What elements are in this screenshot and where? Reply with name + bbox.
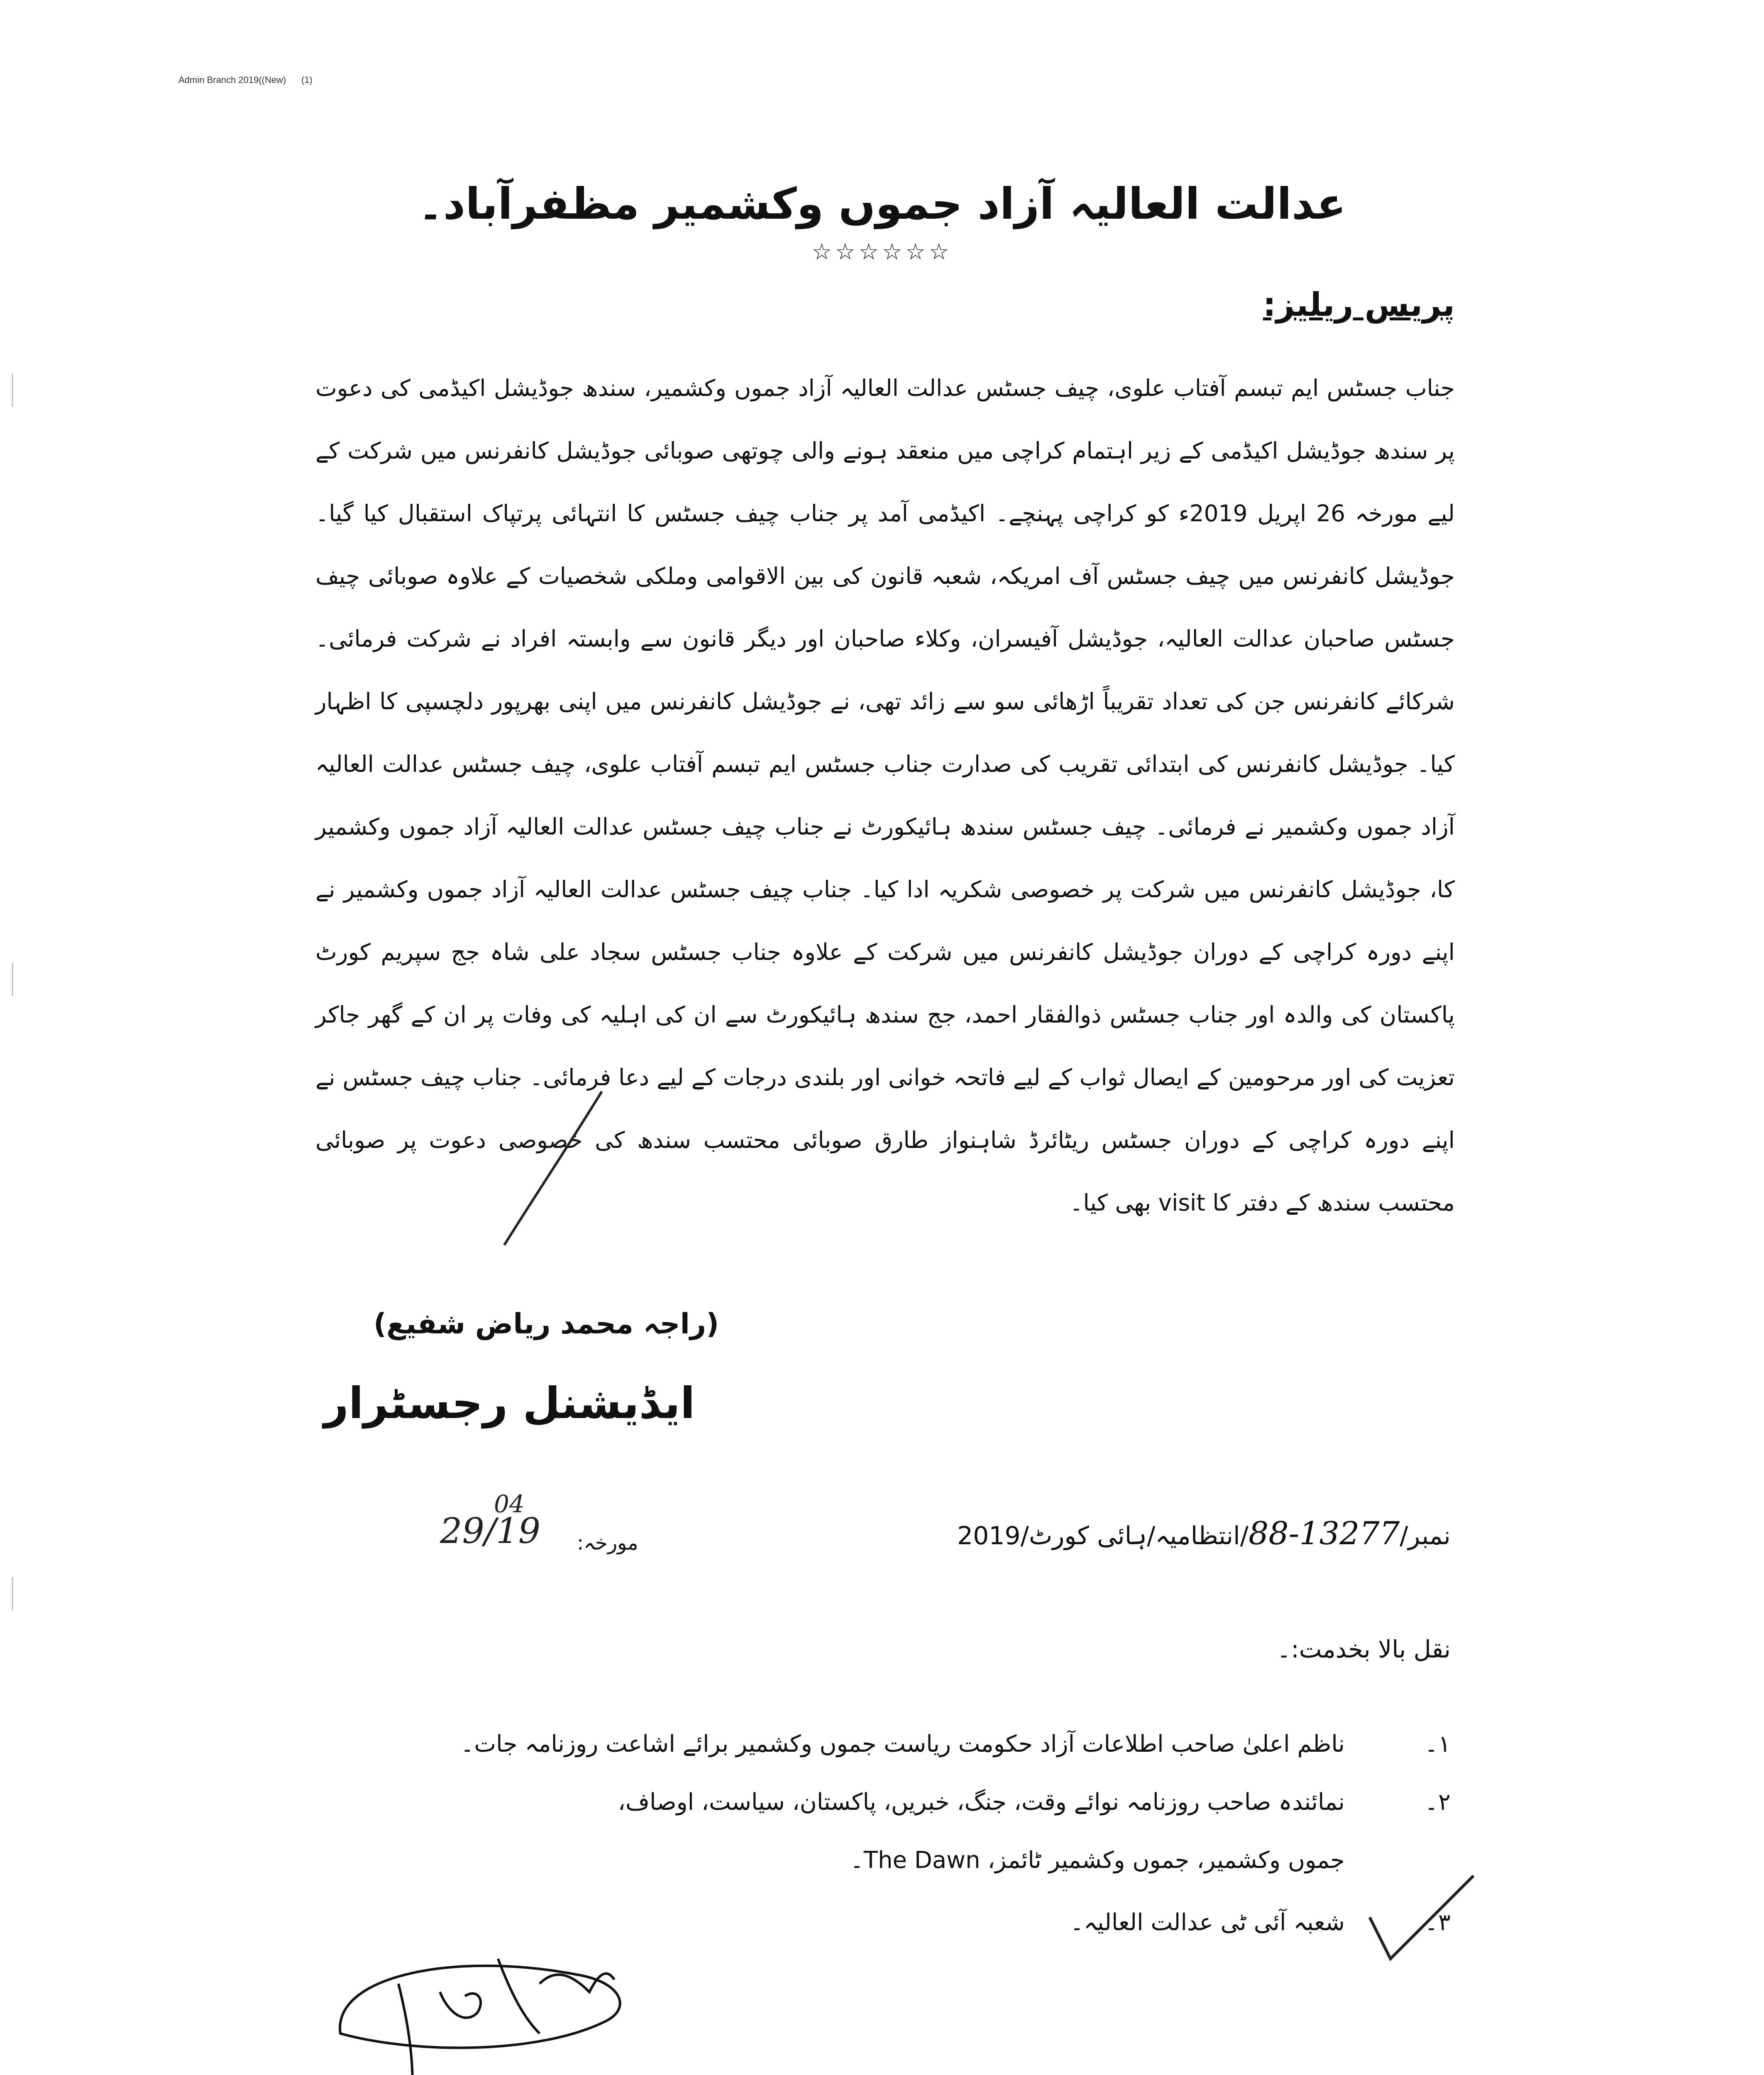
signatory-name: (راجہ محمد ریاض شفیع) [374, 1308, 719, 1340]
date-label: مورخہ: [577, 1531, 638, 1555]
reference-rest: /انتظامیہ/ہائی کورٹ/2019 [957, 1521, 1248, 1550]
copy-item-number: ۱۔ [1424, 1731, 1451, 1758]
date-day: 29/ [440, 1511, 496, 1551]
branch-label: Admin Branch 2019((New) [178, 75, 286, 85]
press-release-body: جناب جسٹس ایم تبسم آفتاب علوی، چیف جسٹس عدالت العالیہ آزاد جموں وکشمیر، سندھ جوڈیشل اکیڈمی کی دعوت پر سندھ جوڈیشل اکیڈمی کے زیر اہتمام کراچی میں منعقد ہونے والی چوتھی صوبائی جوڈیشل کانفرنس میں شرکت کے لیے مورخہ 26 اپریل 2019ء کو کراچی پہنچے۔ اکیڈمی آمد پر جناب چیف جسٹس کا انتہائی پرتپاک استقبال کیا گیا۔ جوڈیشل کانفرنس میں چیف جسٹس آف امریکہ، شعبہ قانون کی بین الاقوامی وملکی شخصیات کے علاوہ صوبائی چیف جسٹس صاحبان عدالت العالیہ، جوڈیشل آفیسران، وکلاء صاحبان اور دیگر قانون سے وابستہ افراد نے شرکت فرمائی۔ شرکائے کانفرنس جن کی تعداد تقریباً اڑھائی سو سے زائد تھی، نے جوڈیشل کانفرنس میں اپنی بھرپور دلچسپی کا اظہار کیا۔ جوڈیشل کانفرنس کی ابتدائی تقریب کی صدارت جناب جسٹس ایم تبسم آفتاب علوی، چیف جسٹس عدالت العالیہ آزاد جموں وکشمیر نے فرمائی۔ چیف جسٹس سندھ ہائیکورٹ نے جناب چیف جسٹس عدالت العالیہ آزاد جموں وکشمیر کا، جوڈیشل کانفرنس میں شرکت پر خصوصی شکریہ ادا کیا۔ جناب چیف جسٹس عدالت العالیہ آزاد جموں وکشمیر نے اپنے دورہ کراچی کے دوران جوڈیشل کانفرنس میں شرکت کے علاوہ جناب جسٹس سجاد علی شاہ جج سپریم کورٹ پاکستان کی والدہ اور جناب جسٹس ذوالفقار احمد، جج سندھ ہائیکورٹ سے ان کی اہلیہ کی وفات پر ان کے گھر جاکر تعزیت کی اور مرحومین کے ایصال ثواب کے لیے فاتحہ خوانی اور بلندی درجات کے لیے دعا فرمائی۔ جناب چیف جسٹس نے اپنے دورہ کراچی کے دوران جسٹس ریٹائرڈ شاہنواز طارق صوبائی محتسب سندھ کی خصوصی دعوت پر صوبائی محتسب سندھ کے دفتر کا visit بھی کیا۔ [315, 375, 1455, 1216]
date-month: 04 [494, 1490, 525, 1518]
star-divider: ☆☆☆☆☆☆ [811, 239, 953, 265]
document-title: عدالت العالیہ آزاد جموں وکشمیر مظفرآباد۔ [418, 178, 1346, 229]
signatory-designation: ایڈیشنل رجسٹرار [324, 1378, 695, 1428]
date-year: 19 [496, 1511, 541, 1551]
copy-item: ناظم اعلیٰ صاحب اطلاعات آزاد حکومت ریاست جموں وکشمیر برائے اشاعت روزنامہ جات۔ [460, 1731, 1345, 1758]
copy-item: نمائندہ صاحب روزنامہ نوائے وقت، جنگ، خبریں، پاکستان، سیاست، اوصاف، [618, 1789, 1345, 1816]
copy-to-heading: نقل بالا بخدمت:۔ [1277, 1635, 1451, 1663]
copy-item: شعبہ آئی ٹی عدالت العالیہ۔ [1070, 1909, 1345, 1936]
copy-item-number: ۲۔ [1424, 1789, 1451, 1816]
press-release-heading: پریس ریلیز: [1263, 286, 1455, 324]
page-label: (1) [301, 75, 313, 85]
date-value [440, 1511, 540, 1551]
slash-mark [504, 1091, 602, 1245]
copy-item: جموں وکشمیر، جموں وکشمیر ٹائمز، The Dawn۔ [850, 1847, 1345, 1874]
tick-mark [1370, 1876, 1473, 1959]
bottom-signature-scribble [340, 1959, 620, 2075]
reference-number [957, 1515, 1451, 1552]
reference-prefix: نمبر/ [1400, 1521, 1451, 1550]
reference-handwritten-number: 13277-88 [1248, 1515, 1400, 1552]
copy-item-number: ۳۔ [1424, 1909, 1451, 1936]
